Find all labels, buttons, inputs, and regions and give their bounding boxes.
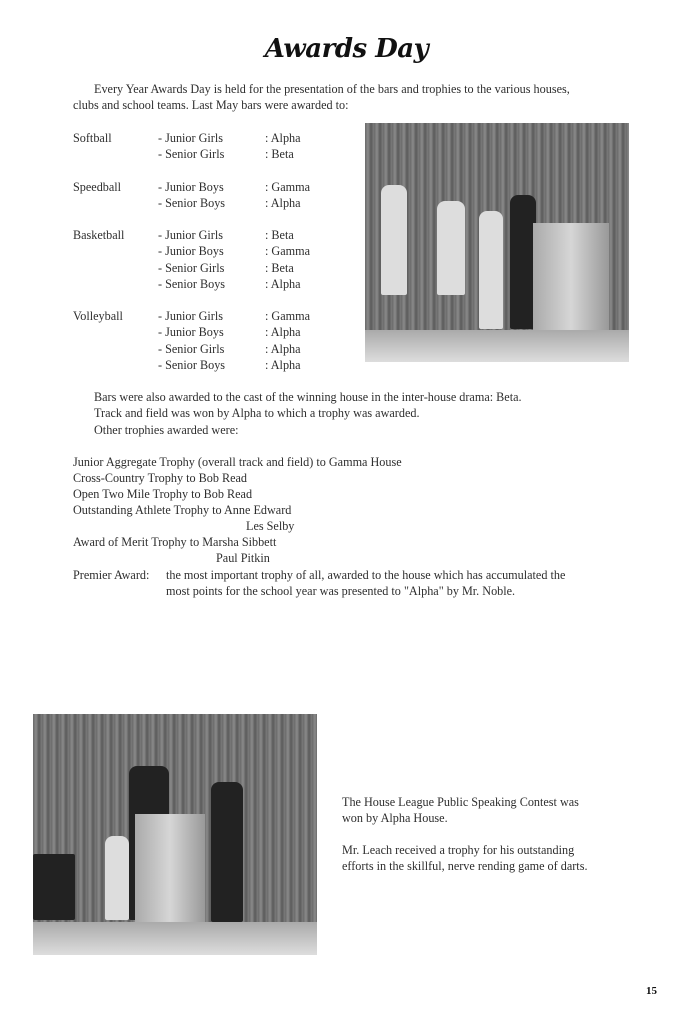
intro-line-2: clubs and school teams. Last May bars were awarded to: xyxy=(73,98,349,112)
caption-line-4: efforts in the skillful, nerve rending game of darts. xyxy=(342,859,588,873)
team-label: - Senior Girls xyxy=(158,260,225,275)
house-label: : Alpha xyxy=(265,276,301,291)
trophy-item: Outstanding Athlete Trophy to Anne Edward xyxy=(73,503,292,517)
sport-label: Basketball xyxy=(73,228,125,242)
house-label: : Gamma xyxy=(265,309,311,323)
team-label: - Senior Girls xyxy=(158,341,225,356)
caption-line-1: The House League Public Speaking Contest was xyxy=(342,795,579,809)
team-label: - Senior Boys xyxy=(158,276,226,291)
caption-line-2: won by Alpha House. xyxy=(342,811,448,825)
photo-speaking-contest xyxy=(33,714,317,955)
para2-line-1: Bars were also awarded to the cast of the winning house in the inter-house drama: Beta. xyxy=(94,390,522,404)
page-title: Awards Day xyxy=(264,34,429,64)
trophy-item: Award of Merit Trophy to Marsha Sibbett xyxy=(73,535,277,549)
team-label: - Junior Boys xyxy=(158,180,224,194)
team-label: - Senior Boys xyxy=(158,196,226,211)
house-label: : Alpha xyxy=(265,357,301,372)
para2-line-3: Other trophies awarded were: xyxy=(94,423,239,437)
trophy-item: Cross-Country Trophy to Bob Read xyxy=(73,471,248,485)
premier-label: Premier Award: xyxy=(73,568,150,582)
house-label: : Gamma xyxy=(265,244,311,259)
premier-line-1: the most important trophy of all, awarded to the house which has accumulated the xyxy=(166,568,566,582)
team-label: - Junior Boys xyxy=(158,244,224,259)
premier-line-2: most points for the school year was presented to "Alpha" by Mr. Noble. xyxy=(166,584,516,598)
house-label: : Beta xyxy=(265,147,294,162)
page-number: 15 xyxy=(646,985,657,997)
house-label: : Beta xyxy=(265,260,294,275)
team-label: - Junior Girls xyxy=(158,309,223,323)
house-label: : Beta xyxy=(265,228,294,242)
team-label: - Senior Girls xyxy=(158,147,225,162)
team-label: - Junior Boys xyxy=(158,325,224,340)
house-label: : Alpha xyxy=(265,325,301,340)
trophy-item: Paul Pitkin xyxy=(216,551,270,565)
house-label: : Gamma xyxy=(265,180,311,194)
house-label: : Alpha xyxy=(265,341,301,356)
sport-label: Softball xyxy=(73,131,112,145)
house-label: : Alpha xyxy=(265,131,301,145)
team-label: - Junior Girls xyxy=(158,228,223,242)
caption-line-3: Mr. Leach received a trophy for his outstanding xyxy=(342,843,575,857)
photo-awards-presentation xyxy=(365,123,629,362)
sport-label: Speedball xyxy=(73,180,122,194)
team-label: - Senior Boys xyxy=(158,357,226,372)
trophy-item: Open Two Mile Trophy to Bob Read xyxy=(73,487,253,501)
para2-line-2: Track and field was won by Alpha to which a trophy was awarded. xyxy=(94,406,420,420)
trophy-item: Les Selby xyxy=(246,519,295,533)
trophy-item: Junior Aggregate Trophy (overall track and field) to Gamma House xyxy=(73,455,402,469)
team-label: - Junior Girls xyxy=(158,131,223,145)
intro-line-1: Every Year Awards Day is held for the presentation of the bars and trophies to the various houses, xyxy=(94,82,570,96)
house-label: : Alpha xyxy=(265,196,301,211)
sport-label: Volleyball xyxy=(73,309,123,323)
